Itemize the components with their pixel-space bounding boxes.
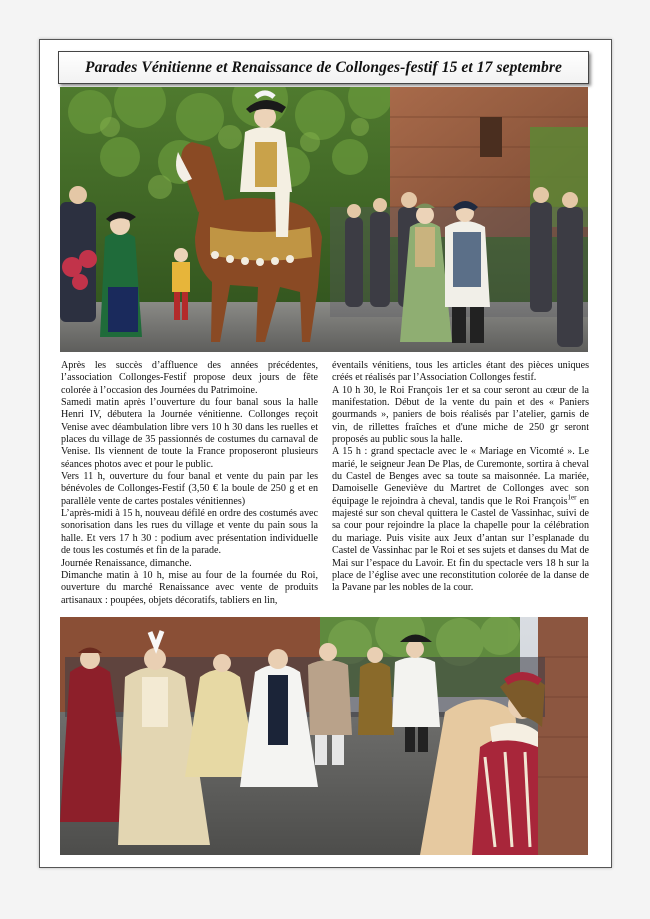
article-paragraph: Journée Renaissance, dimanche. [61, 557, 192, 569]
document-page [39, 39, 612, 868]
renaissance-costumes-photo [60, 617, 588, 855]
article-paragraph [332, 446, 589, 594]
article-paragraph: Dimanche matin à 10 h, mise au four de la fournée du Roi, ouverture du marché Renaissance avec vente de produits artisanaux : poupées, objets décoratifs, tabliers en lin, [61, 569, 318, 606]
article-paragraph: Après les succès d’affluence des années précédentes, l’association Collonges-Festif propose deux jours de fête colorée à l’occasion des Journées du Patrimoine. [61, 360, 318, 396]
article-paragraph: Vers 11 h, ouverture du four banal et vente du pain par les bénévoles de Collonges-Festif (3,50 € la boule de 250 g et en parallèle vente de cartes postales vénitiennes) [61, 471, 318, 507]
parade-horse-image [60, 87, 588, 352]
article-paragraph: L’après-midi à 15 h, nouveau défilé en ordre des costumés avec sonorisation dans les rues du village et vente du pain sous la halle. Et vers 17 h 30 : podium avec présentation individuelle de tous les costumés et fin de la parade. [61, 508, 318, 557]
article-paragraph: Samedi matin après l’ouverture du four banal sous la halle Henri IV, débutera la Journée vénitienne. Collonges reçoit Venise avec déambulation libre vers 10 h 30 dans les ruelles et places du village de 35 passionnés de costumes du carnaval de Venise. Ils viennent de toute la France proposeront plusieurs séances photos avec et pour le public. [61, 397, 318, 470]
article-text: en majesté sur son cheval quittera le Castel de Vassinhac, suivi de sa cour pour rejoindre la place la chapelle pour la célébration du mariage. Puis visite aux Jeux d’antan sur l’esplanade du Castel de Vassinhac par le Roi et ses sujets et danses du Mat de Mai sur l’espace du Lavoir. Et fin du spectacle vers 18 h sur la place de l’église avec une reconstitution colorée de la danse de la Pavane par les nobles de la cour. [332, 495, 589, 594]
ordinal-superscript: 1er [567, 493, 577, 502]
title-banner [58, 51, 589, 84]
page-title: Parades Vénitienne et Renaissance de Collonges-festif 15 et 17 septembre [85, 58, 562, 76]
article-text: A 15 h : grand spectacle avec le « Mariage en Vicomté ». Le marié, le seigneur Jean De Plas, de Curemonte, sortira à cheval du Castel de Benges avec sa toute sa maisonnée. La mariée, Damoiselle Geneviève du Martret de Collonges avec son équipage le rejoindra à cheval, tandis que le Roi François [332, 446, 589, 507]
article-paragraph: éventails vénitiens, tous les articles étant des pièces uniques créés et réalisés par l’Association Collonges festif. [332, 360, 589, 384]
article-column-right [332, 360, 589, 612]
article-column-left [61, 360, 318, 612]
renaissance-costumes-image [60, 617, 588, 855]
parade-horse-photo [60, 87, 588, 352]
article-paragraph: A 10 h 30, le Roi François 1er et sa cour seront au cœur de la manifestation. Début de la vente du pain et des « Paniers gourmands », paniers de bois réalisés par l’atelier, garnis de vin, de rillettes fraîches et d'une miche de 250 gr seront proposés au public sous la halle. [332, 384, 589, 446]
